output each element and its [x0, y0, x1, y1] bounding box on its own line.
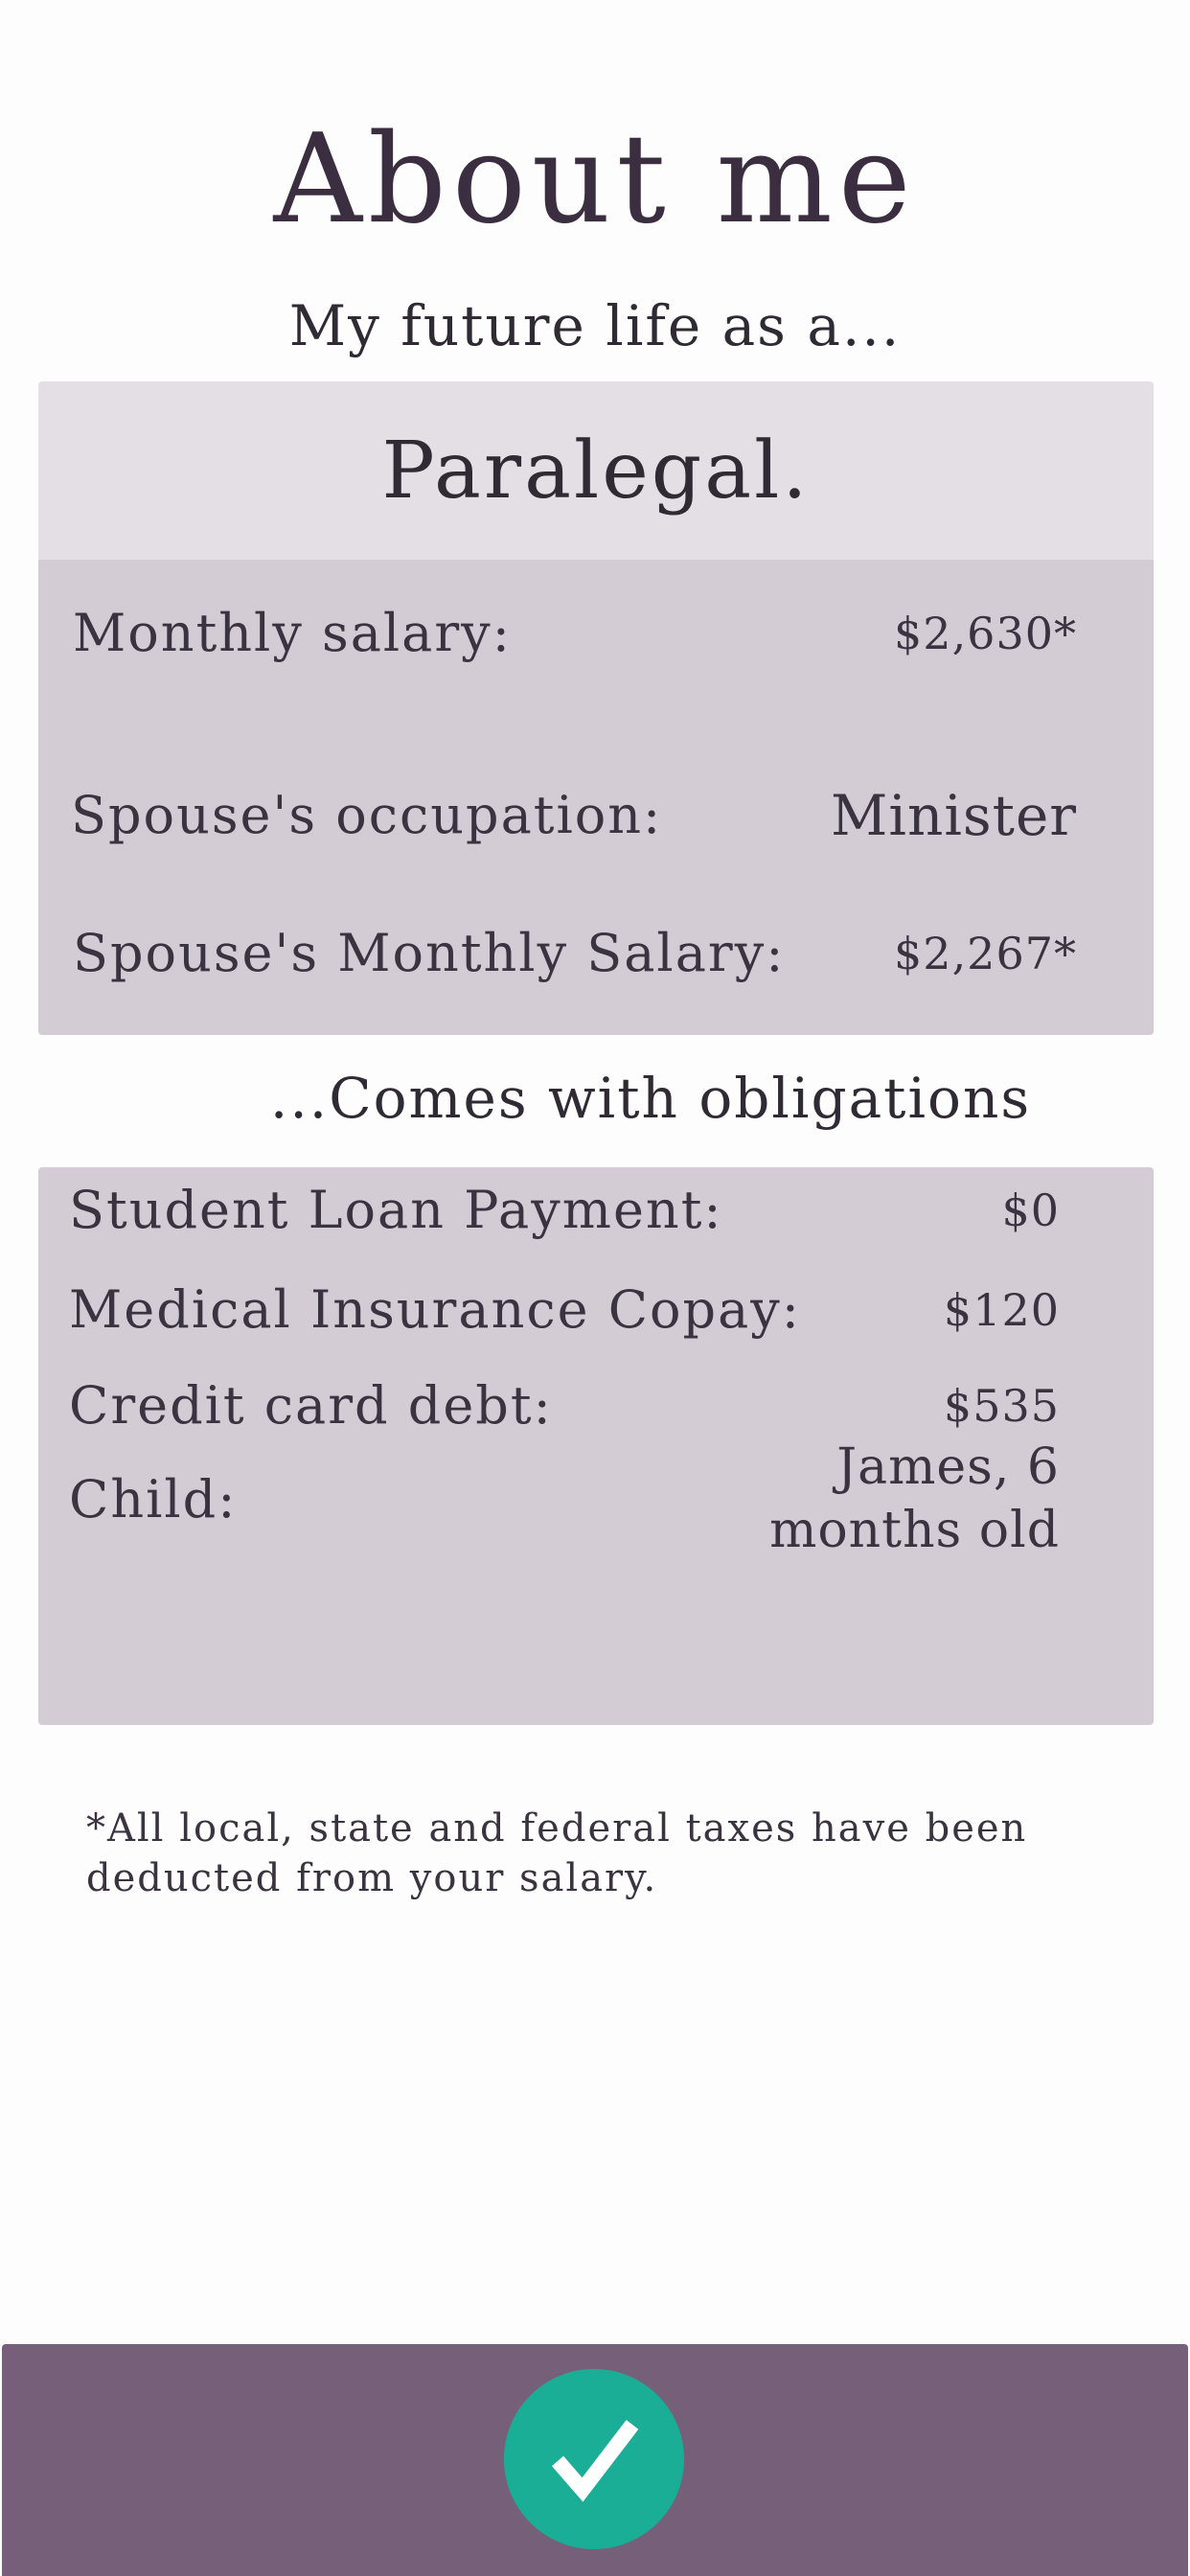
tax-footnote: *All local, state and federal taxes have been deducted from your salary. [86, 1806, 1028, 1900]
credit-card-debt-label: Credit card debt: [69, 1375, 553, 1436]
spouse-occupation-value: Minister [831, 783, 1077, 848]
monthly-salary-label: Monthly salary: [73, 603, 512, 663]
obligations-panel [38, 1167, 1154, 1725]
life-details-panel [38, 560, 1154, 1035]
spouse-salary-label: Spouse's Monthly Salary: [73, 923, 786, 983]
checkmark-icon [537, 2402, 652, 2517]
obligations-heading: ...Comes with obligations [269, 1066, 1032, 1131]
spouse-occupation-label: Spouse's occupation: [71, 785, 663, 845]
student-loan-label: Student Loan Payment: [69, 1180, 723, 1240]
occupation-card [38, 381, 1154, 560]
monthly-salary-value: $2,630* [894, 608, 1077, 659]
confirm-button[interactable] [504, 2369, 684, 2549]
credit-card-debt-value: $535 [943, 1380, 1060, 1432]
medical-copay-value: $120 [943, 1284, 1060, 1336]
child-value: James, 6 months old [769, 1438, 1060, 1559]
student-loan-value: $0 [1001, 1184, 1060, 1236]
spouse-salary-value: $2,267* [894, 928, 1077, 979]
child-label: Child: [69, 1469, 238, 1530]
page-subtitle: My future life as a... [288, 293, 902, 358]
occupation-title: Paralegal. [381, 426, 811, 517]
page-title: About me [273, 108, 917, 251]
medical-copay-label: Medical Insurance Copay: [69, 1279, 802, 1340]
